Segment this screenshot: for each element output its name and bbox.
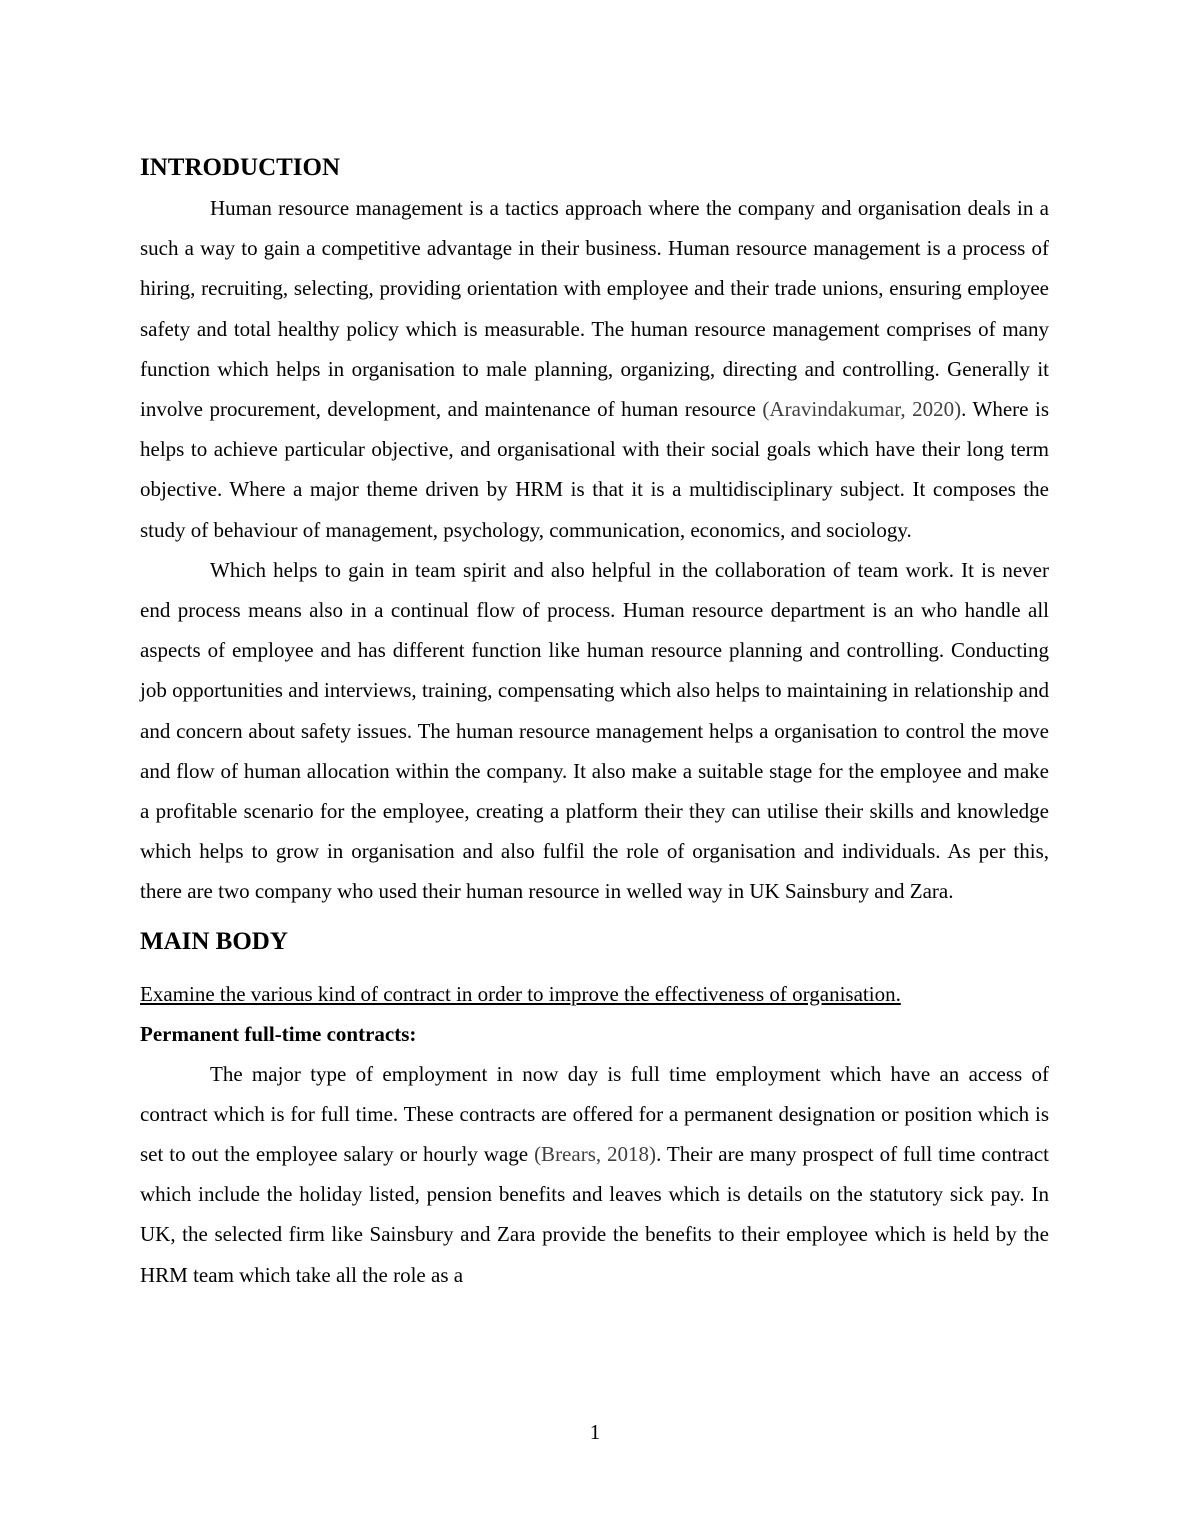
page-number: 1 bbox=[589, 1420, 601, 1444]
page-content bbox=[140, 150, 1049, 1295]
main-paragraph-1-text-b: . Their are many prospect of full time contract which include the holiday listed, pension benefits and leaves which is details on the statutory sick pay. In UK, the selected firm like Sainsbury and Zara provide the benefits to their employee which is held by the HRM team which take all the role as a bbox=[140, 1142, 1050, 1287]
main-paragraph-1-text-a: The major type of employment in now day is full time employment which have an access of contract which is for full time. These contracts are offered for a permanent designation or position which is set to out the employee salary or hourly wage bbox=[140, 1061, 1049, 1167]
contract-subheading: Examine the various kind of contract in order to improve the effectiveness of organisation. bbox=[140, 981, 901, 1006]
permanent-contracts-heading: Permanent full-time contracts: bbox=[140, 1021, 417, 1046]
intro-paragraph-1 bbox=[140, 188, 1049, 550]
intro-paragraph-1-text-b: . Where is helps to achieve particular objective, and organisational with their social goals which have their long term objective. Where a major theme driven by HRM is that it is a multidisciplinary subject. It composes the study of behaviour of management, psychology, communication, economics, and sociology. bbox=[140, 397, 1049, 542]
main-paragraph-1 bbox=[140, 1054, 1049, 1295]
intro-paragraph-1-text-a: Human resource management is a tactics approach where the company and organisation deals in a such a way to gain a competitive advantage in their business. Human resource management is a process of hiring, recruiting, selecting, providing orientation with employee and their trade unions, ensuring employee safety and total healthy policy which is measurable. The human resource management comprises of many function which helps in organisation to male planning, organizing, directing and controlling. Generally it involve procurement, development, and maintenance of human resource bbox=[140, 196, 1049, 422]
main-body-heading: MAIN BODY bbox=[140, 927, 288, 955]
intro-paragraph-2: Which helps to gain in team spirit and also helpful in the collaboration of team work. It is never end process means also in a continual flow of process. Human resource department is an who handle all aspects of employee and has different function like human resource planning and controlling. Conducting job opportunities and interviews, training, compensating which also helps to maintaining in relationship and and concern about safety issues. The human resource management helps a organisation to control the move and flow of human allocation within the company. It also make a suitable stage for the employee and make a profitable scenario for the employee, creating a platform their they can utilise their skills and knowledge which helps to grow in organisation and also fulfil the role of organisation and individuals. As per this, there are two company who used their human resource in welled way in UK Sainsbury and Zara. bbox=[140, 557, 1049, 904]
citation-brears: (Brears, 2018) bbox=[534, 1142, 657, 1167]
introduction-heading: INTRODUCTION bbox=[140, 154, 341, 181]
citation-aravindakumar: (Aravindakumar, 2020) bbox=[762, 397, 962, 422]
